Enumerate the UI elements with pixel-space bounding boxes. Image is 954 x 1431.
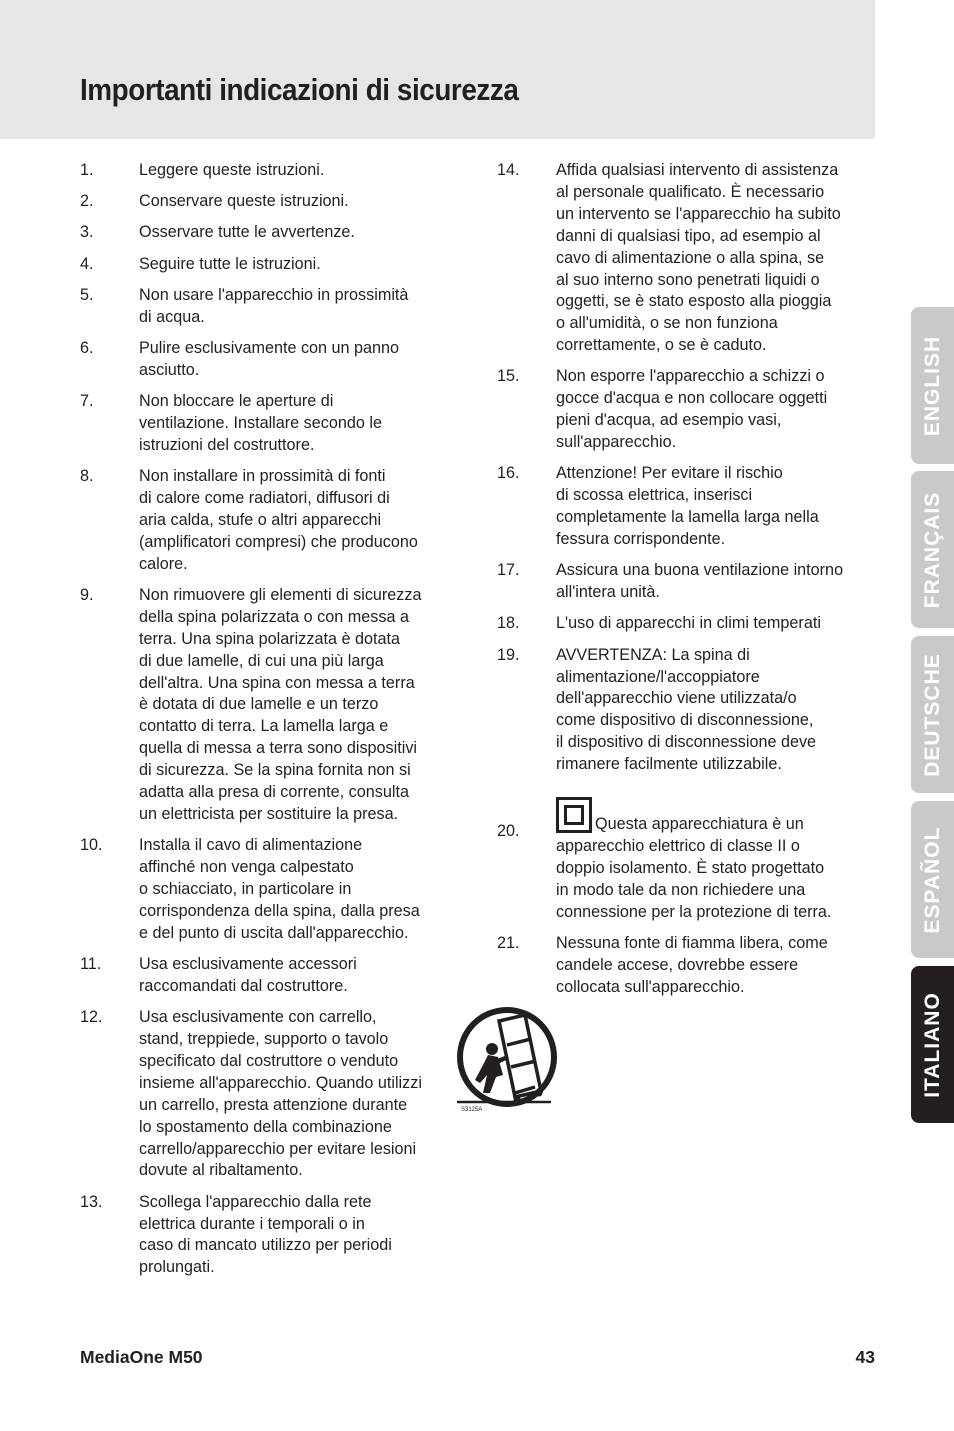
list-item <box>80 285 458 329</box>
page-title: Importanti indicazioni di sicurezza <box>80 72 519 107</box>
item-text-first-line: Questa apparecchiatura è un <box>595 815 804 834</box>
list-item <box>80 1007 458 1182</box>
list-item <box>497 613 877 635</box>
item-number: 4. <box>80 254 94 273</box>
list-item <box>497 366 877 454</box>
item-number: 5. <box>80 285 94 304</box>
item-text <box>556 797 877 924</box>
item-number: 14. <box>497 161 520 179</box>
item-number: 9. <box>80 585 94 604</box>
item-number: 10. <box>80 836 103 855</box>
item-text: Conservare queste istruzioni. <box>139 192 349 211</box>
tab-espanol[interactable] <box>911 801 954 958</box>
item-number: 2. <box>80 192 94 211</box>
item-text-rest: apparecchio elettrico di classe II o doppio isolamento. È stato progettato in modo tale da non richiedere una connessione per la protezione di terra. <box>556 836 832 921</box>
tab-label: ESPAÑOL <box>920 826 944 933</box>
tab-francais[interactable] <box>911 471 954 628</box>
item-text: Installa il cavo di alimentazione affinché non venga calpestato o schiacciato, in particolare in corrispondenza della spina, dalla presa e del punto di uscita dall'apparecchio. <box>139 836 420 942</box>
list-item <box>80 222 458 244</box>
item-number: 1. <box>80 161 94 179</box>
item-number: 3. <box>80 223 94 242</box>
safety-list-left <box>80 160 458 1289</box>
tab-label: ITALIANO <box>920 991 944 1098</box>
item-text: Leggere queste istruzioni. <box>139 161 325 179</box>
tab-label: ENGLISH <box>920 335 944 436</box>
item-text: Usa esclusivamente con carrello, stand, treppiede, supporto o tavolo specificato dal costruttore o venduto insieme all'apparecchio. Quando utilizzi un carrello, presta attenzione durante lo spostamento della combinazione carrello/apparecchio per evitare lesioni dovute al ribaltamento. <box>139 1008 422 1180</box>
item-number: 19. <box>497 645 520 664</box>
list-item <box>80 391 458 457</box>
list-item <box>497 160 877 357</box>
list-item <box>80 191 458 213</box>
item-text: Pulire esclusivamente con un panno asciutto. <box>139 338 400 379</box>
item-text: Non usare l'apparecchio in prossimità di acqua. <box>139 285 409 326</box>
item-number: 17. <box>497 561 520 580</box>
tab-label: DEUTSCHE <box>920 652 944 777</box>
item-text: Non esporre l'apparecchio a schizzi o gocce d'acqua e non collocare oggetti pieni d'acqua, ad esempio vasi, sull'apparecchio. <box>556 367 828 452</box>
item-number: 13. <box>80 1192 103 1211</box>
item-number: 12. <box>80 1008 103 1027</box>
item-text: Scollega l'apparecchio dalla rete elettrica durante i temporali o in caso di mancato utilizzo per periodi prolungati. <box>139 1192 392 1277</box>
item-text: Attenzione! Per evitare il rischio di scossa elettrica, inserisci completamente la lamella larga nella fessura corrispondente. <box>556 464 819 549</box>
list-item <box>80 466 458 576</box>
cart-icon-code: S3125A <box>461 1107 483 1113</box>
item-text: Non installare in prossimità di fonti di calore come radiatori, diffusori di aria calda, stufe o altri apparecchi (amplificatori compresi) che producono calore. <box>139 467 418 573</box>
tab-label: FRANÇAIS <box>920 491 944 608</box>
item-number: 16. <box>497 464 520 483</box>
cart-tipover-warning-icon <box>455 1005 559 1115</box>
item-number: 7. <box>80 392 94 411</box>
list-item <box>497 797 877 924</box>
tab-deutsche[interactable] <box>911 636 954 793</box>
item-number: 21. <box>497 933 520 952</box>
item-number: 15. <box>497 367 520 386</box>
list-item <box>497 560 877 604</box>
product-name: MediaOne M50 <box>80 1347 203 1367</box>
item-text: AVVERTENZA: La spina di alimentazione/l'accoppiatore dell'apparecchio viene utilizzata/o come dispositivo di disconnessione, il dispositivo di disconnessione deve rimanere facilmente utilizzabile. <box>556 645 817 774</box>
item-text: Non rimuovere gli elementi di sicurezza della spina polarizzata o con messa a terra. Una spina polarizzata è dotata di due lamelle, di cui una più larga dell'altra. Una spina con messa a terra è dotata di due lamelle e un terzo contatto di terra. La lamella larga e quella di messa a terra sono dispositivi di sicurezza. Se la spina fornita non si adatta alla presa di corrente, consulta un elettricista per sostituire la presa. <box>139 585 422 823</box>
list-item <box>80 835 458 945</box>
list-item <box>80 160 458 182</box>
item-number: 11. <box>80 954 102 973</box>
header-band <box>0 0 875 139</box>
item-text: Affida qualsiasi intervento di assistenza al personale qualificato. È necessario un intervento se l'apparecchio ha subito danni di qualsiasi tipo, ad esempio al cavo di alimentazione o alla spina, se al suo interno sono penetrati liquidi o oggetti, se è stato esposto alla pioggia o all'umidità, o se non funziona correttamente, o se è caduto. <box>556 161 841 355</box>
list-item <box>80 954 458 998</box>
item-text: Seguire tutte le istruzioni. <box>139 254 321 273</box>
list-item <box>80 254 458 276</box>
item-number: 6. <box>80 338 94 357</box>
item-text: L'uso di apparecchi in climi temperati <box>556 614 821 633</box>
list-item <box>497 463 877 551</box>
list-item <box>80 585 458 826</box>
item-text: Non bloccare le aperture di ventilazione. Installare secondo le istruzioni del costruttore. <box>139 392 382 454</box>
list-item <box>80 1192 458 1280</box>
item-number: 18. <box>497 614 520 633</box>
item-text: Usa esclusivamente accessori raccomandati dal costruttore. <box>139 954 357 995</box>
list-item <box>80 338 458 382</box>
list-item <box>497 933 877 999</box>
list-item <box>497 645 877 776</box>
class-ii-double-insulation-icon <box>556 797 592 833</box>
tab-english[interactable] <box>911 307 954 464</box>
item-text: Osservare tutte le avvertenze. <box>139 223 355 242</box>
tab-italiano[interactable] <box>911 966 954 1123</box>
page-number: 43 <box>855 1347 875 1367</box>
item-text: Assicura una buona ventilazione intorno all'intera unità. <box>556 561 844 602</box>
safety-list-right <box>497 160 877 1008</box>
item-number: 8. <box>80 467 94 486</box>
item-number: 20. <box>497 822 520 841</box>
item-text: Nessuna fonte di fiamma libera, come candele accese, dovrebbe essere collocata sull'apparecchio. <box>556 933 828 996</box>
